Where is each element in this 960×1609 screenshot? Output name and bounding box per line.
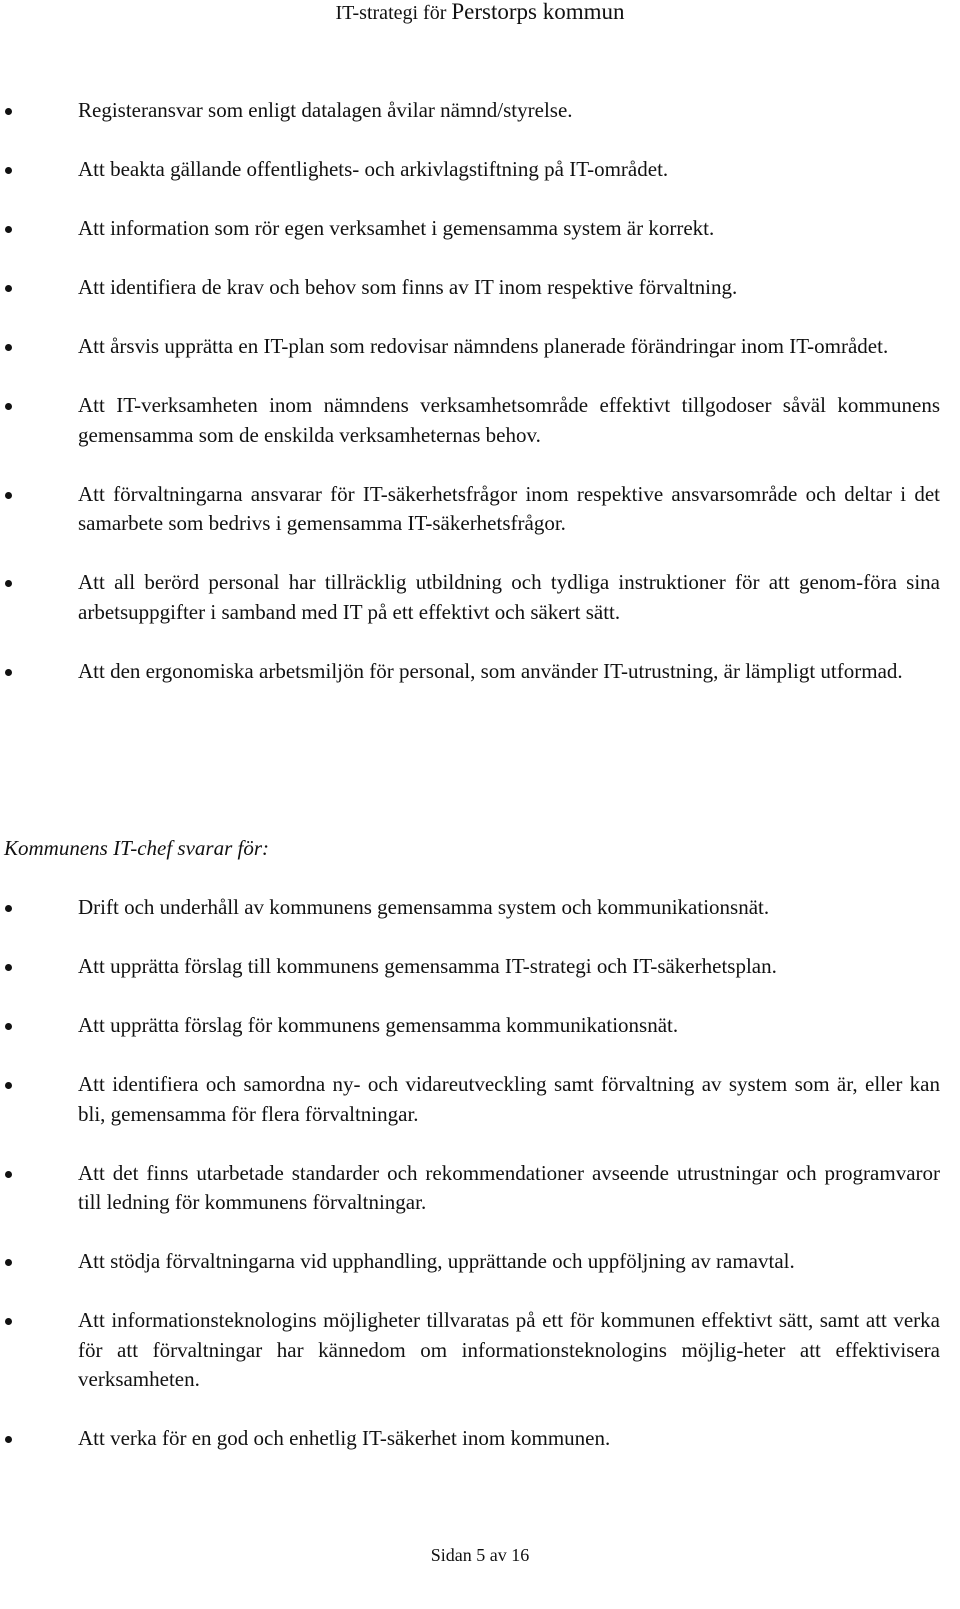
bullet-icon xyxy=(5,1259,12,1266)
bullet-icon xyxy=(5,905,12,912)
list-item xyxy=(0,1247,960,1277)
bullet-icon xyxy=(5,108,12,115)
page-number: Sidan 5 av 16 xyxy=(430,1545,530,1565)
list-item xyxy=(0,480,960,539)
bullet-icon xyxy=(5,492,12,499)
header-title-main: Perstorps kommun xyxy=(451,0,625,24)
list-item xyxy=(0,214,960,244)
list-item-text: Registeransvar som enligt datalagen åvilar nämnd/styrelse. xyxy=(78,98,573,122)
list-item xyxy=(0,96,960,126)
page-footer xyxy=(0,1544,960,1566)
bullet-icon xyxy=(5,580,12,587)
list-item-text: Att verka för en god och enhetlig IT-säkerhet inom kommunen. xyxy=(78,1426,611,1450)
responsibilities-list xyxy=(0,96,960,716)
list-item-text: Att förvaltningarna ansvarar för IT-säkerhetsfrågor inom respektive ansvarsområde och deltar i det samarbete som bedrivs i gemensamma IT-säkerhetsfrågor. xyxy=(78,481,940,535)
bullet-icon xyxy=(5,403,12,410)
it-chef-list xyxy=(0,893,960,1483)
list-item-text: Att årsvis upprätta en IT-plan som redovisar nämndens planerade förändringar inom IT-området. xyxy=(78,334,889,358)
bullet-icon xyxy=(5,167,12,174)
list-item-text: Drift och underhåll av kommunens gemensamma system och kommunikationsnät. xyxy=(78,895,770,919)
list-item xyxy=(0,1011,960,1041)
list-item-text: Att beakta gällande offentlighets- och arkivlagstiftning på IT-området. xyxy=(78,157,669,181)
list-item-text: Att IT-verksamheten inom nämndens verksamhetsområde effektivt tillgodoser såväl kommunens gemensamma som de enskilda verksamheternas behov. xyxy=(78,393,940,447)
list-item-text: Att det finns utarbetade standarder och rekommendationer avseende utrustningar och programvaror till ledning för kommunens förvaltningar. xyxy=(78,1160,940,1214)
bullet-icon xyxy=(5,1082,12,1089)
list-item-text: Att information som rör egen verksamhet i gemensamma system är korrekt. xyxy=(78,216,715,240)
list-item xyxy=(0,657,960,687)
list-item xyxy=(0,273,960,303)
it-chef-heading: Kommunens IT-chef svarar för: xyxy=(4,836,270,860)
list-item-text: Att all berörd personal har tillräcklig utbildning och tydliga instruktioner för att genom-föra sina arbetsuppgifter i samband med IT på ett effektivt och säkert sätt. xyxy=(78,570,940,624)
list-item xyxy=(0,332,960,362)
bullet-icon xyxy=(5,669,12,676)
header-title-prefix: IT-strategi för xyxy=(335,2,452,24)
bullet-icon xyxy=(5,1436,12,1443)
list-item xyxy=(0,391,960,450)
bullet-icon xyxy=(5,1171,12,1178)
bullet-icon xyxy=(5,226,12,233)
list-item-text: Att identifiera de krav och behov som finns av IT inom respektive förvaltning. xyxy=(78,275,738,299)
bullet-icon xyxy=(5,1023,12,1030)
list-item xyxy=(0,155,960,185)
list-item-text: Att identifiera och samordna ny- och vidareutveckling samt förvaltning av system som är, eller kan bli, gemensamma för flera förvaltningar. xyxy=(78,1072,940,1126)
list-item-text: Att upprätta förslag till kommunens gemensamma IT-strategi och IT-säkerhetsplan. xyxy=(78,954,777,978)
list-item xyxy=(0,1424,960,1454)
page-header xyxy=(0,0,960,25)
bullet-icon xyxy=(5,344,12,351)
list-item xyxy=(0,893,960,923)
bullet-icon xyxy=(5,1318,12,1325)
list-item xyxy=(0,952,960,982)
list-item-text: Att stödja förvaltningarna vid upphandling, upprättande och uppföljning av ramavtal. xyxy=(78,1249,795,1273)
list-item-text: Att informationsteknologins möjligheter tillvaratas på ett för kommunen effektivt sätt, samt att verka för att förvaltningar har kännedom om informationsteknologins möjlig-heter att effektivisera verksamheten. xyxy=(78,1308,940,1391)
list-item-text: Att upprätta förslag för kommunens gemensamma kommunikationsnät. xyxy=(78,1013,679,1037)
list-item-text: Att den ergonomiska arbetsmiljön för personal, som använder IT-utrustning, är lämpligt utformad. xyxy=(78,658,903,683)
list-item xyxy=(0,1159,960,1218)
list-item xyxy=(0,1306,960,1395)
list-item xyxy=(0,568,960,627)
list-item xyxy=(0,1070,960,1129)
bullet-icon xyxy=(5,285,12,292)
bullet-icon xyxy=(5,964,12,971)
